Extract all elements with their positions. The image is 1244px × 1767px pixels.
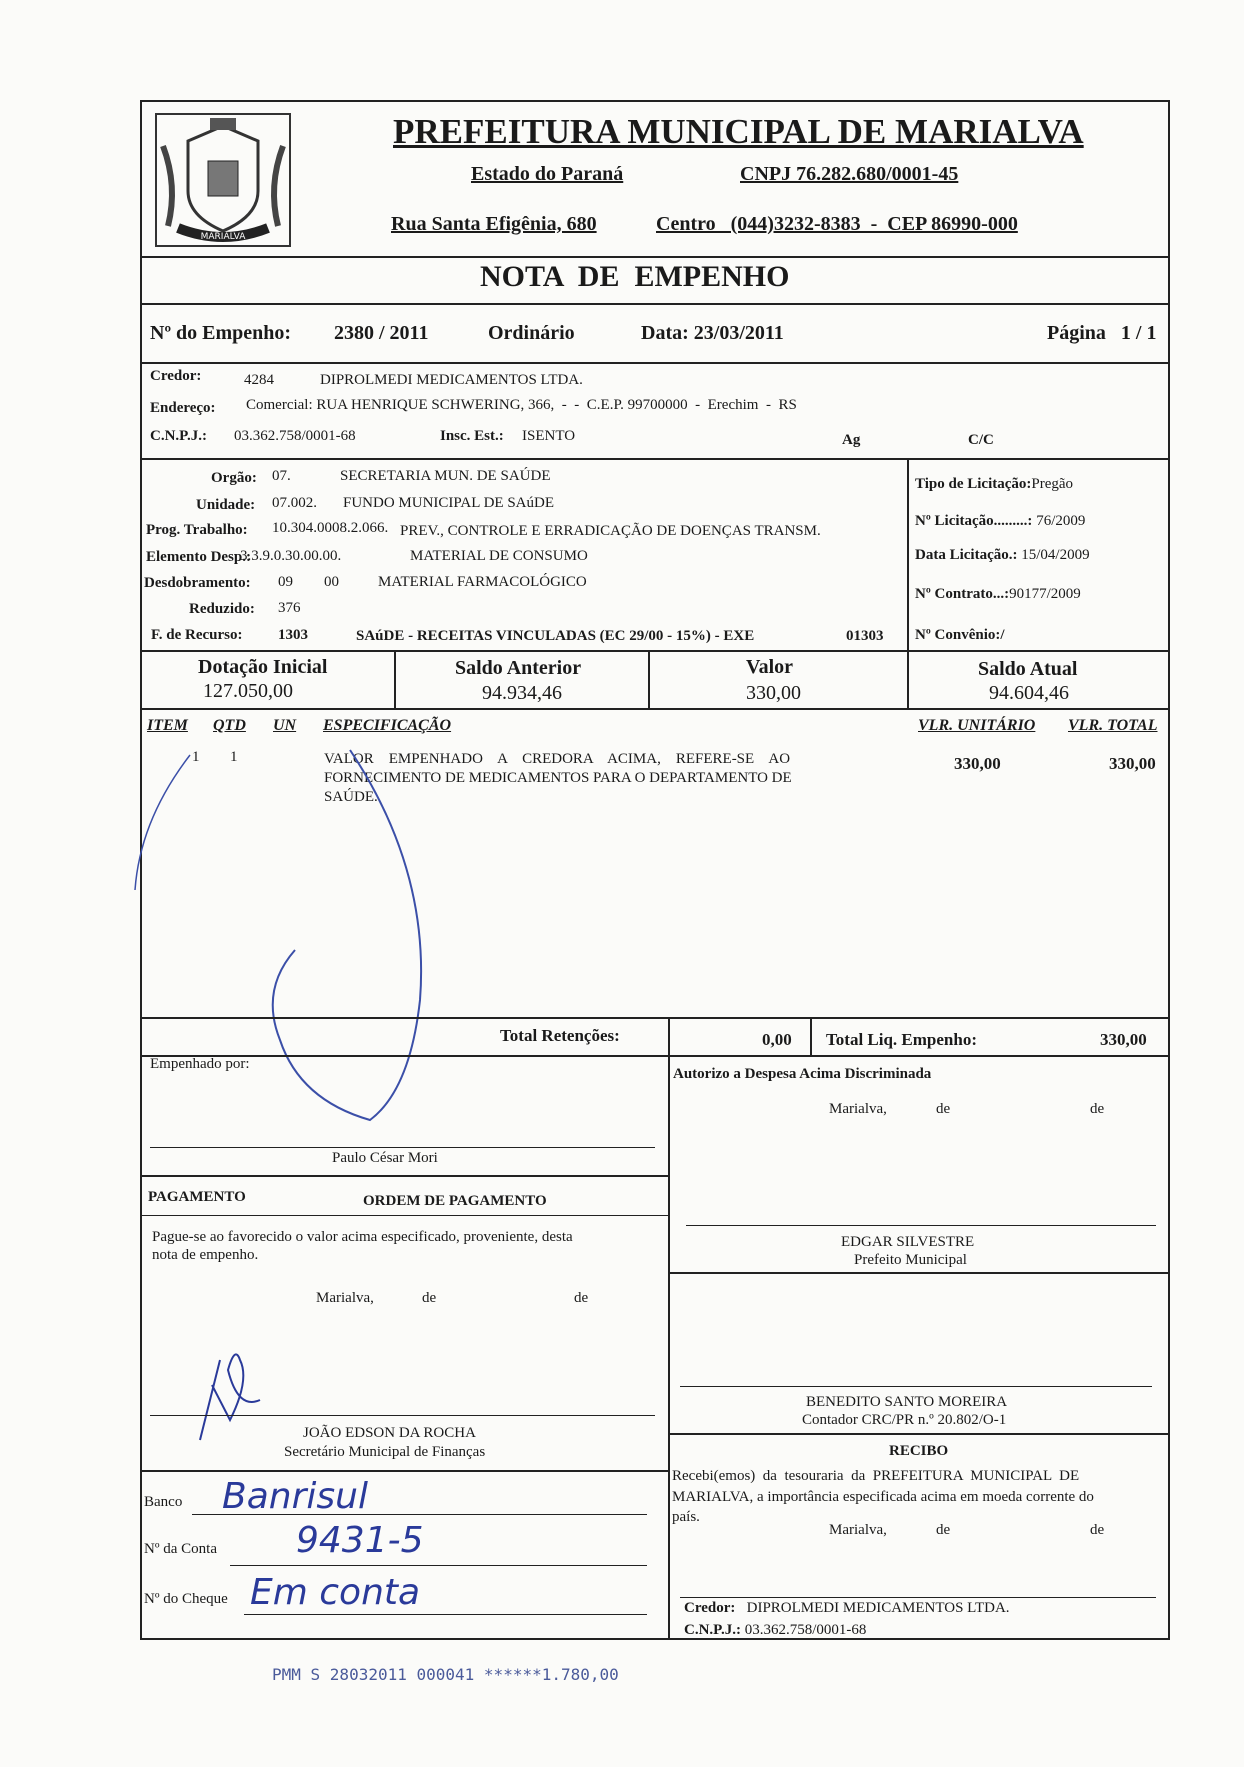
- recurso-label: F. de Recurso:: [151, 627, 243, 643]
- secretary-role: Secretário Municipal de Finanças: [284, 1444, 486, 1460]
- recibo-city: Marialva,: [829, 1522, 887, 1538]
- credor-address: Comercial: RUA HENRIQUE SCHWERING, 366, - - C.E.P. 99700000 - Erechim - RS: [246, 397, 797, 413]
- item-qtd: 1: [230, 749, 238, 765]
- recibo-text1: Recebi(emos) da tesouraria da PREFEITURA MUNICIPAL DE: [672, 1468, 1080, 1484]
- empenho-page: Página 1 / 1: [1047, 322, 1157, 344]
- cc-label: C/C: [968, 432, 994, 448]
- empenho-date: Data: 23/03/2011: [641, 322, 784, 344]
- recibo-label: RECIBO: [889, 1443, 949, 1459]
- valor-value: 330,00: [746, 682, 801, 704]
- autorizo-de1: de: [936, 1101, 951, 1117]
- header-title: PREFEITURA MUNICIPAL DE MARIALVA: [393, 112, 1084, 151]
- empenho-number: 2380 / 2011: [334, 322, 429, 344]
- contador-role: Contador CRC/PR n.º 20.802/O-1: [802, 1412, 1007, 1428]
- saldo-anterior-label: Saldo Anterior: [455, 657, 582, 679]
- municipal-seal: [148, 106, 298, 254]
- cheque-label: Nº do Cheque: [144, 1591, 228, 1607]
- col-item: ITEM: [147, 717, 188, 734]
- desd-code1: 09: [278, 574, 293, 590]
- licitacao-convenio: Nº Convênio:/: [915, 627, 1005, 643]
- desd-label: Desdobramento:: [144, 575, 251, 591]
- conta-handwritten: 9431-5: [296, 1520, 424, 1561]
- col-total: VLR. TOTAL: [1068, 717, 1158, 734]
- cnpj-label: C.N.P.J.:: [150, 428, 207, 444]
- retencoes-label: Total Retenções:: [500, 1026, 620, 1045]
- prefeito-role: Prefeito Municipal: [854, 1252, 967, 1268]
- autorizo-city: Marialva,: [829, 1101, 887, 1117]
- licitacao-data: Data Licitação.: 15/04/2009: [915, 547, 1090, 563]
- banco-label: Banco: [144, 1494, 183, 1510]
- recibo-de1: de: [936, 1522, 951, 1538]
- item-number: 1: [192, 749, 200, 765]
- desd-code2: 00: [324, 574, 339, 590]
- credor-label: Credor:: [150, 368, 202, 384]
- credor-cnpj: 03.362.758/0001-68: [234, 428, 356, 444]
- elem-label: Elemento Desp.:: [146, 549, 251, 565]
- cheque-handwritten: Em conta: [250, 1572, 421, 1613]
- recibo-text2: MARIALVA, a importância especificada acima em moeda corrente do: [672, 1489, 1094, 1505]
- saldo-anterior-value: 94.934,46: [482, 682, 562, 704]
- insc-label: Insc. Est.:: [440, 428, 504, 444]
- valor-label: Valor: [746, 656, 794, 678]
- col-un: UN: [273, 717, 297, 734]
- unidade-label: Unidade:: [196, 497, 256, 513]
- recurso-code: 1303: [278, 627, 308, 643]
- pagamento-de2: de: [574, 1290, 589, 1306]
- reduzido-label: Reduzido:: [189, 601, 255, 617]
- pagamento-de1: de: [422, 1290, 437, 1306]
- address-label: Endereço:: [150, 400, 216, 416]
- liquido-label: Total Liq. Empenho:: [826, 1030, 977, 1049]
- prog-code: 10.304.0008.2.066.: [272, 520, 389, 536]
- liquido-value: 330,00: [1100, 1030, 1147, 1049]
- doc-title: NOTA DE EMPENHO: [480, 260, 790, 293]
- header-street: Rua Santa Efigênia, 680: [391, 213, 597, 235]
- autorizo-de2: de: [1090, 1101, 1105, 1117]
- conta-label: Nº da Conta: [144, 1541, 217, 1557]
- orgao-code: 07.: [272, 468, 291, 484]
- credor-name: DIPROLMEDI MEDICAMENTOS LTDA.: [320, 372, 583, 388]
- ordem-pagamento-label: ORDEM DE PAGAMENTO: [363, 1193, 547, 1209]
- recibo-cnpj: C.N.P.J.: 03.362.758/0001-68: [684, 1622, 867, 1638]
- header-contact: Centro (044)3232-8383 - CEP 86990-000: [656, 213, 1018, 235]
- elem-name: MATERIAL DE CONSUMO: [410, 548, 588, 564]
- header-state: Estado do Paraná: [471, 163, 624, 185]
- licitacao-num: Nº Licitação.........: 76/2009: [915, 513, 1086, 529]
- pagamento-city: Marialva,: [316, 1290, 374, 1306]
- recibo-credor: Credor: DIPROLMEDI MEDICAMENTOS LTDA.: [684, 1600, 1010, 1616]
- prefeito-name: EDGAR SILVESTRE: [841, 1234, 975, 1250]
- item-desc-line1: VALOR EMPENHADO A CREDORA ACIMA, REFERE-SE AO: [324, 751, 791, 767]
- banco-handwritten: Banrisul: [222, 1476, 368, 1517]
- prog-label: Prog. Trabalho:: [146, 522, 248, 538]
- licitacao-tipo: Tipo de Licitação:Pregão: [915, 476, 1074, 492]
- retencoes-value: 0,00: [762, 1030, 792, 1049]
- empenhado-name: Paulo César Mori: [332, 1150, 438, 1166]
- orgao-label: Orgão:: [211, 470, 257, 486]
- footer-stamp: PMM S 28032011 000041 ******1.780,00: [272, 1665, 619, 1684]
- unidade-name: FUNDO MUNICIPAL DE SAúDE: [343, 495, 554, 511]
- pagamento-text1: Pague-se ao favorecido o valor acima especificado, proveniente, desta: [152, 1229, 573, 1245]
- empenho-number-label: Nº do Empenho:: [150, 322, 292, 344]
- desd-name: MATERIAL FARMACOLÓGICO: [378, 574, 587, 590]
- col-unit: VLR. UNITÁRIO: [918, 717, 1036, 734]
- saldo-atual-label: Saldo Atual: [978, 658, 1078, 680]
- item-desc-line2: FORNECIMENTO DE MEDICAMENTOS PARA O DEPARTAMENTO DE: [324, 770, 792, 786]
- saldo-atual-value: 94.604,46: [989, 682, 1069, 704]
- recurso-num: 01303: [846, 628, 884, 644]
- secretary-signature: [190, 1340, 280, 1450]
- recibo-text3: país.: [672, 1509, 700, 1525]
- licitacao-contrato: Nº Contrato...:90177/2009: [915, 586, 1081, 602]
- empenhado-label: Empenhado por:: [150, 1056, 250, 1072]
- autorizo-label: Autorizo a Despesa Acima Discriminada: [673, 1066, 932, 1082]
- empenho-type: Ordinário: [488, 322, 575, 344]
- svg-text:MARIALVA: MARIALVA: [200, 232, 246, 242]
- prog-name: PREV., CONTROLE E ERRADICAÇÃO DE DOENÇAS TRANSM.: [400, 523, 821, 539]
- header-cnpj: CNPJ 76.282.680/0001-45: [740, 163, 959, 185]
- dotacao-value: 127.050,00: [203, 680, 293, 702]
- elem-code: 3.3.9.0.30.00.00.: [240, 548, 342, 564]
- pagamento-label: PAGAMENTO: [148, 1189, 246, 1205]
- pagamento-text2: nota de empenho.: [152, 1247, 259, 1263]
- unidade-code: 07.002.: [272, 495, 317, 511]
- credor-insc: ISENTO: [522, 428, 576, 444]
- dotacao-label: Dotação Inicial: [198, 656, 328, 678]
- secretary-name: JOÃO EDSON DA ROCHA: [303, 1425, 476, 1441]
- orgao-name: SECRETARIA MUN. DE SAÚDE: [340, 468, 551, 484]
- item-total-value: 330,00: [1109, 754, 1156, 773]
- recurso-name: SAúDE - RECEITAS VINCULADAS (EC 29/00 - 15%) - EXE: [356, 628, 755, 644]
- credor-code: 4284: [244, 372, 274, 388]
- ag-label: Ag: [842, 432, 861, 448]
- item-unit-value: 330,00: [954, 754, 1001, 773]
- recibo-de2: de: [1090, 1522, 1105, 1538]
- col-espec: ESPECIFICAÇÃO: [323, 717, 452, 734]
- item-desc-line3: SAÚDE.: [324, 789, 378, 805]
- col-qtd: QTD: [213, 717, 246, 734]
- contador-name: BENEDITO SANTO MOREIRA: [806, 1394, 1008, 1410]
- reduzido-value: 376: [278, 600, 301, 616]
